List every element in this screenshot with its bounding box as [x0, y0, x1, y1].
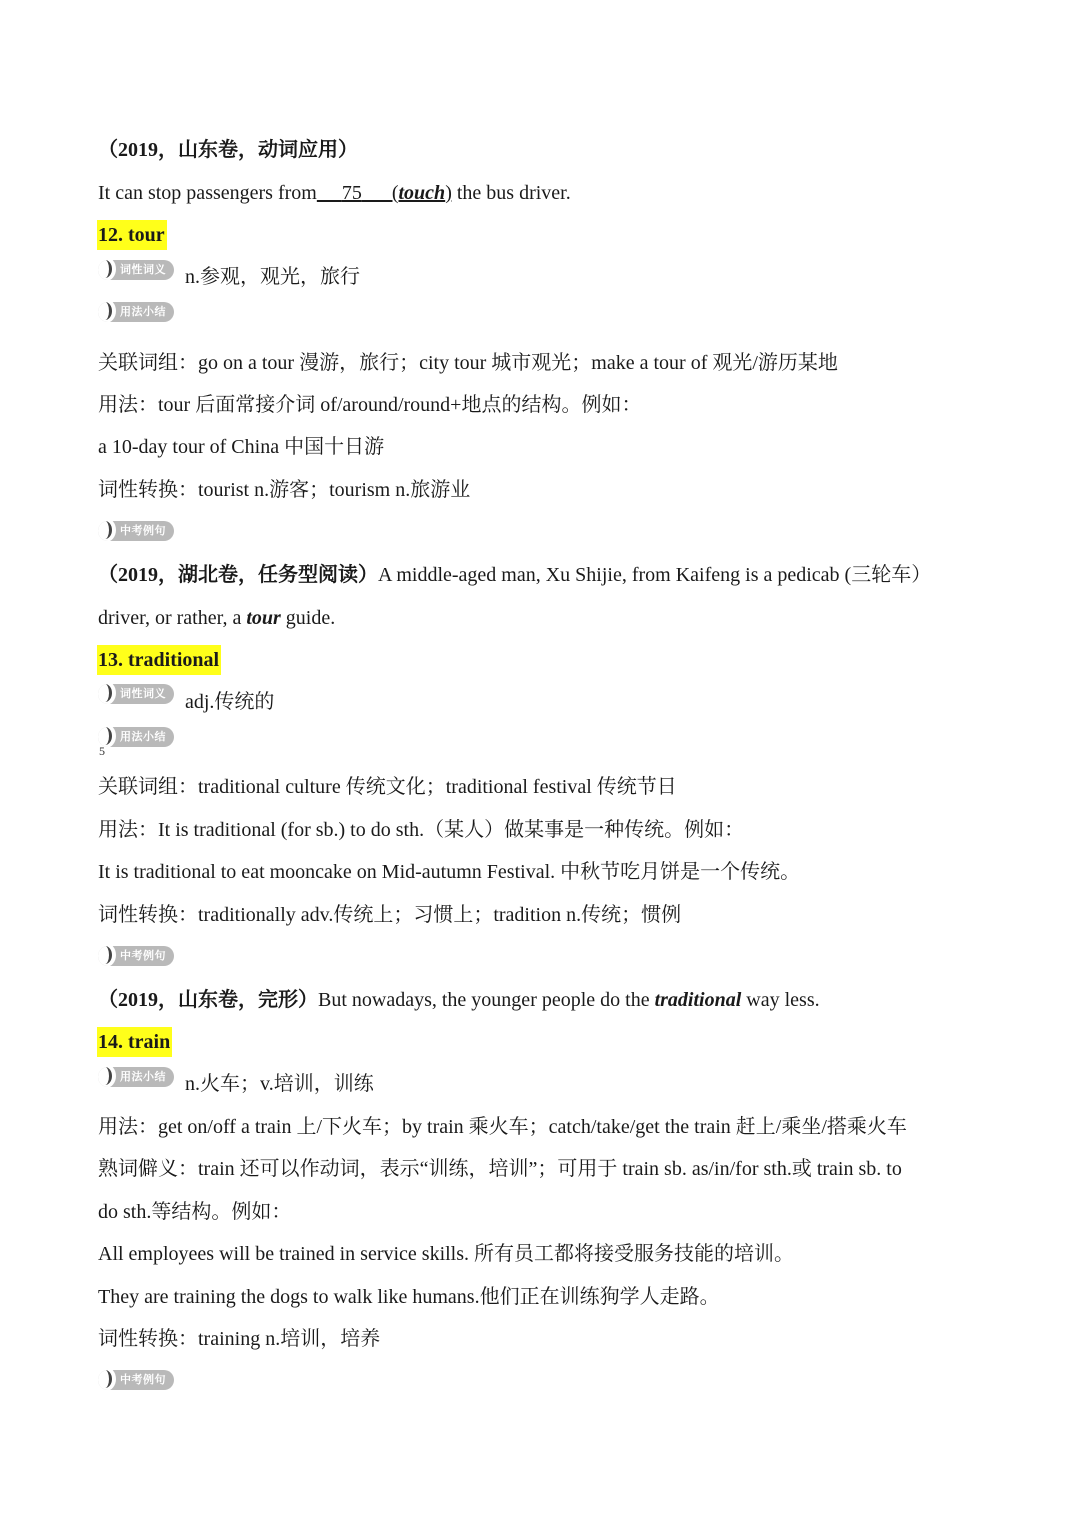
example-traditional: It is traditional to eat mooncake on Mid-autumn Festival. 中秋节吃月饼是一个传统。: [98, 861, 801, 883]
extra-meaning-train-line1: 熟词僻义：train 还可以作动词，表示“训练，培训”；可用于 train sb. as/in/for sth.或 train sb. to: [98, 1158, 902, 1180]
exam-keyword: traditional: [654, 989, 742, 1011]
badge-usage-summary: [98, 727, 174, 747]
badge-label: 词性词义: [120, 263, 166, 276]
badge-label: 中考例句: [120, 949, 166, 962]
blank-75: 75 (touch): [341, 182, 452, 204]
exam-source: （2019，山东卷，完形）: [98, 989, 318, 1011]
badge-part-of-speech: [98, 260, 174, 280]
example-train-2: They are training the dogs to walk like humans.他们正在训练狗学人走路。: [98, 1286, 720, 1308]
badge-usage-summary: [98, 302, 174, 322]
exam-text: guide.: [280, 607, 336, 629]
badge-label: 中考例句: [120, 1373, 166, 1386]
sentence-prefix: It can stop passengers from: [98, 182, 317, 204]
word-conversion-traditional: 词性转换：traditionally adv.传统上；习惯上；tradition n.传统；惯例: [98, 904, 682, 926]
exam-source: （2019，湖北卷，任务型阅读）: [98, 564, 378, 586]
meaning-traditional: adj.传统的: [185, 691, 275, 713]
example-train-1: All employees will be trained in service skills. 所有员工都将接受服务技能的培训。: [98, 1243, 795, 1265]
usage-tour: 用法：tour 后面常接介词 of/around/round+地点的结构。例如：: [98, 394, 642, 416]
exam-text: way less.: [741, 989, 820, 1011]
related-phrases-traditional: 关联词组：traditional culture 传统文化；traditional festival 传统节日: [98, 776, 677, 798]
entry-heading-traditional: 13. traditional: [97, 645, 221, 675]
exam-sentence-tour-line2: [98, 605, 335, 631]
badge-label: 用法小结: [120, 730, 166, 743]
blank-number: 75: [341, 182, 362, 204]
badge-label: 词性词义: [120, 687, 166, 700]
entry-heading-train: 14. train: [97, 1027, 172, 1057]
badge-part-of-speech: [98, 684, 174, 704]
word-conversion-tour: 词性转换：tourist n.游客；tourism n.旅游业: [98, 479, 471, 501]
stray-mark: 5: [99, 744, 105, 758]
badge-label: 用法小结: [120, 1070, 166, 1083]
related-phrases-tour: 关联词组：go on a tour 漫游，旅行；city tour 城市观光；make a tour of 观光/游历某地: [98, 352, 838, 374]
usage-traditional: 用法：It is traditional (for sb.) to do sth.（某人）做某事是一种传统。例如：: [98, 819, 745, 841]
meaning-train: n.火车；v.培训，训练: [185, 1073, 374, 1095]
badge-label: 中考例句: [120, 524, 166, 537]
exam-sentence-traditional: [98, 987, 820, 1013]
word-conversion-train: 词性转换：training n.培训，培养: [98, 1328, 381, 1350]
badge-usage-summary: [98, 1067, 174, 1087]
badge-exam-example: [98, 1370, 174, 1390]
entry-heading-tour: 12. tour: [97, 220, 167, 250]
exam-source-2019-shandong-verb: （2019，山东卷，动词应用）: [98, 139, 358, 161]
example-tour: a 10-day tour of China 中国十日游: [98, 436, 385, 458]
exam-sentence-touch: [98, 180, 571, 206]
blank-hint: touch: [398, 182, 446, 204]
badge-label: 用法小结: [120, 305, 166, 318]
exam-keyword: tour: [246, 607, 281, 629]
exam-text: A middle-aged man, Xu Shijie, from Kaifeng is a pedicab (三轮车）: [378, 564, 932, 586]
meaning-tour: n.参观，观光，旅行: [185, 266, 360, 288]
usage-train: 用法：get on/off a train 上/下火车；by train 乘火车；catch/take/get the train 赶上/乘坐/搭乘火车: [98, 1116, 907, 1138]
exam-text: driver, or rather, a: [98, 607, 247, 629]
badge-exam-example: [98, 946, 174, 966]
badge-exam-example: [98, 521, 174, 541]
exam-sentence-tour-line1: [98, 562, 931, 588]
sentence-suffix: the bus driver.: [451, 182, 571, 204]
extra-meaning-train-line2: do sth.等结构。例如：: [98, 1201, 292, 1223]
exam-text: But nowadays, the younger people do the: [318, 989, 655, 1011]
